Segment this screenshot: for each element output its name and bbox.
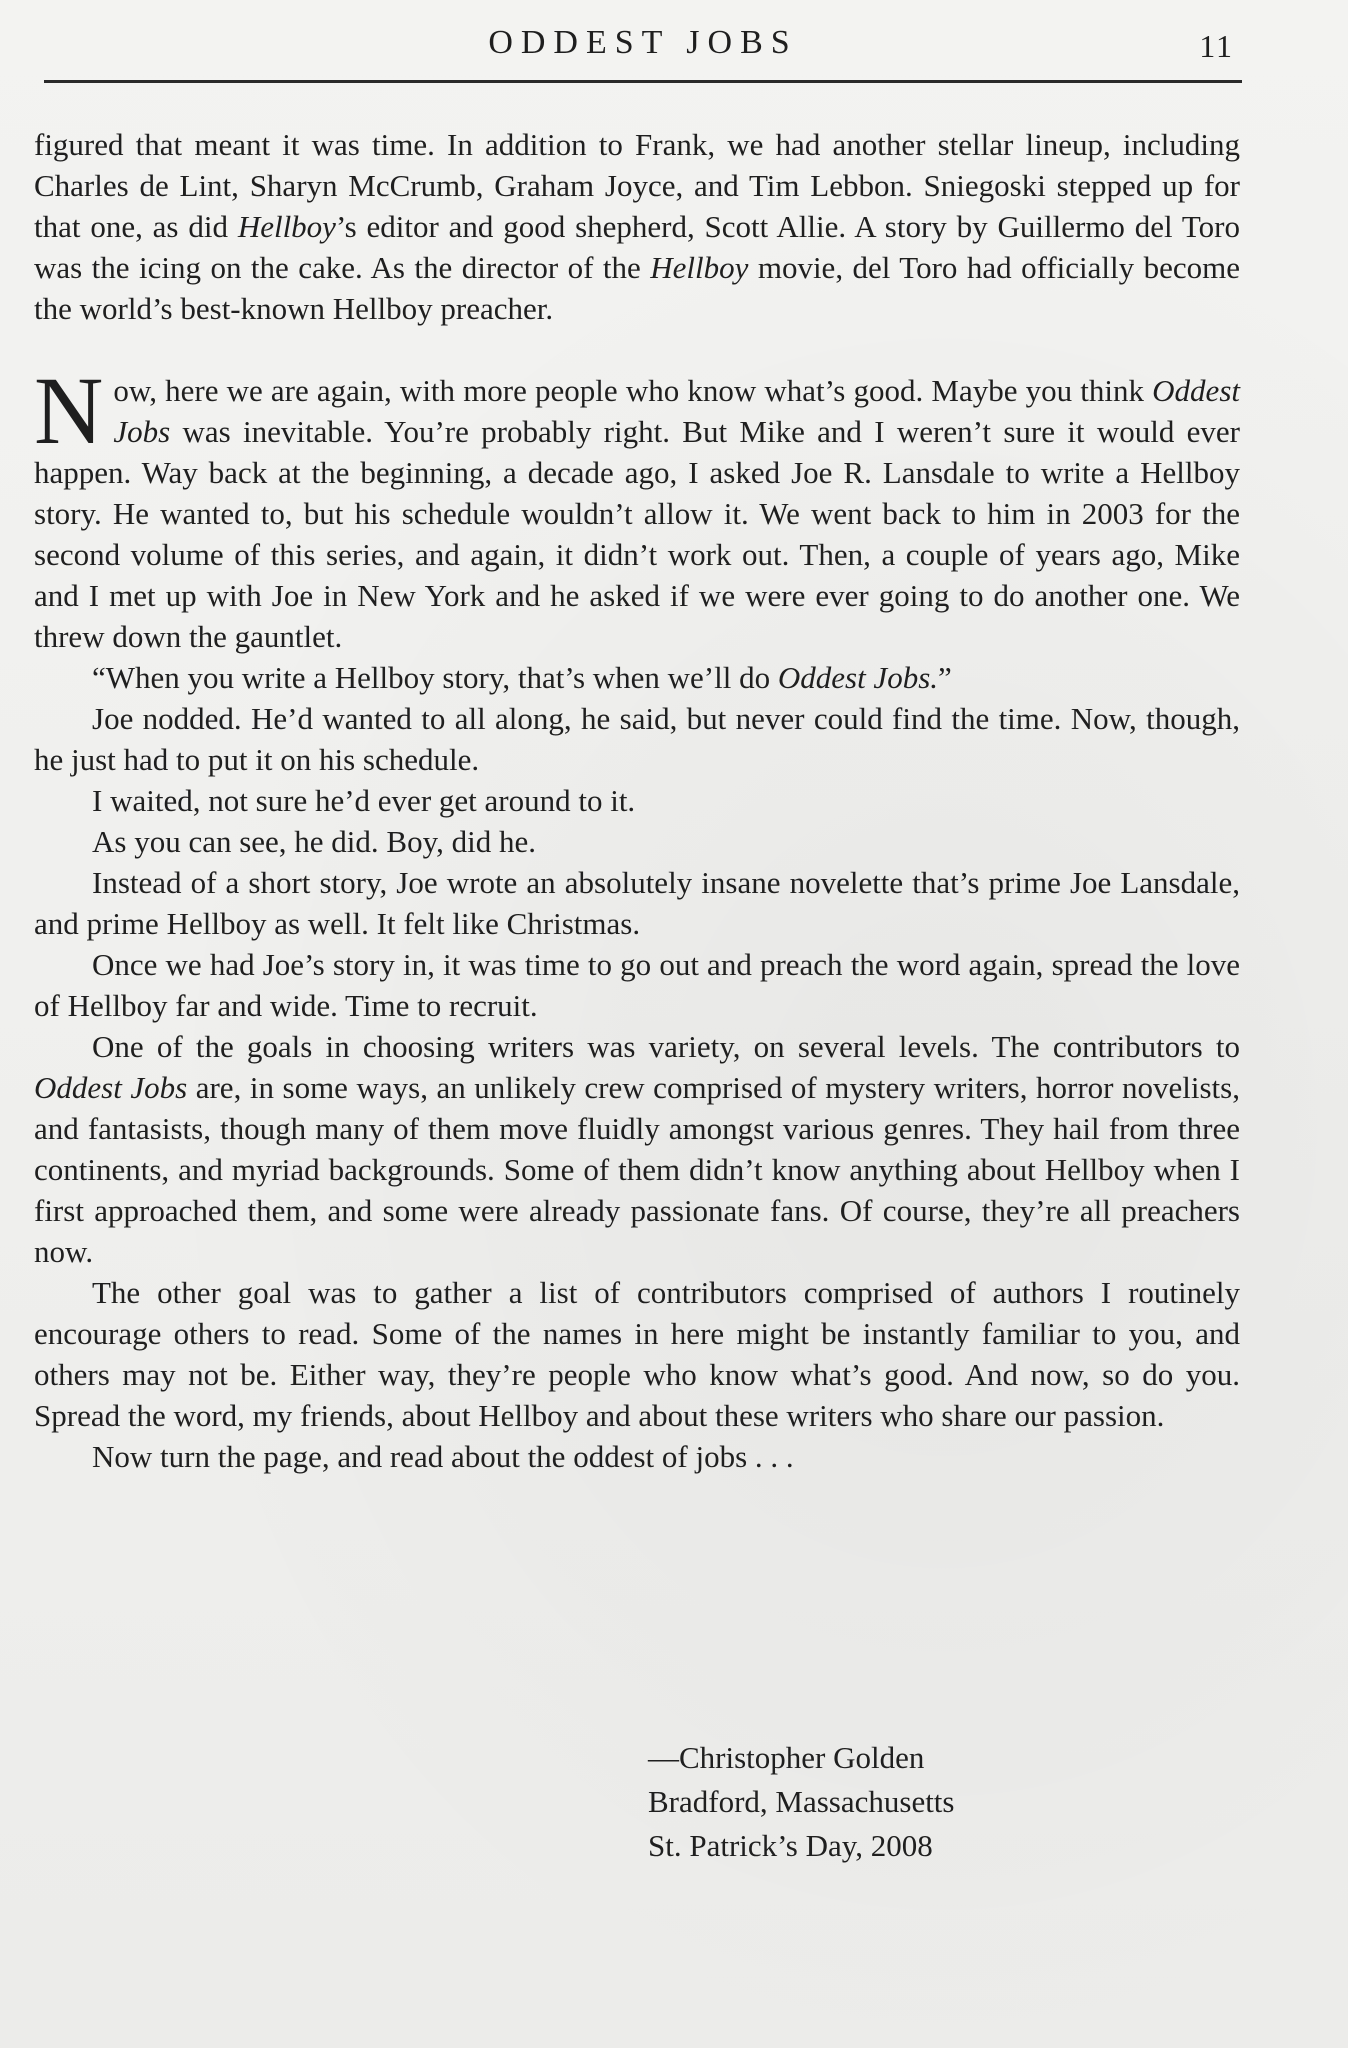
paragraph-2-text-c: was inevitable. You’re probably right. But Mike and I weren’t sure it would ever happen. Way back at the beginning, a decade ago, I asked Joe R. Lansdale to write a Hellboy story. He wanted to, but his schedule wouldn’t allow it. We went back to him in 2003 for the second volume of this series, and again, it didn’t work out. Then, a couple of years ago, Mike and I met up with Joe in New York and he asked if we were ever going to do another one. We threw down the gauntlet. [34,414,1240,654]
drop-cap: N [34,357,104,464]
paragraph-3 [34,657,1240,698]
italic-title-hellboy: Hellboy [650,250,749,285]
paragraph-1-text-e: movie, del Toro had officially become the world’s best-known Hellboy preacher. [34,250,1240,326]
signature-place: Bradford, Massachusetts [648,1784,955,1819]
signature-date: St. Patrick’s Day, 2008 [648,1828,933,1863]
paragraph-6: As you can see, he did. Boy, did he. [92,824,536,859]
paragraph-3-text-a: “When you write a Hellboy story, that’s when we’ll do [92,660,778,695]
running-title: ODDEST JOBS [488,24,798,61]
paragraph-11: Now turn the page, and read about the oddest of jobs . . . [92,1439,794,1474]
paragraph-9 [34,1026,1240,1272]
paragraph-1 [34,124,1240,329]
paragraph-3-text-c: ” [938,660,952,695]
italic-title-hellboy: Hellboy [237,209,336,244]
body-text [34,124,1240,1477]
paragraph-2-text-a: ow, here we are again, with more people who know what’s good. Maybe you think [113,373,1153,408]
running-header [44,14,1242,83]
paragraph-1-text-a: figured that meant it was time. In addition to Frank, we had another stellar lineup, including Charles de Lint, Sharyn McCrumb, Graham Joyce, and Tim Lebbon. Sniegoski stepped up for that one, as did [34,127,1240,244]
paragraph-7: Instead of a short story, Joe wrote an absolutely insane novelette that’s prime Joe Lansdale, and prime Hellboy as well. It felt like Christmas. [34,865,1240,941]
signature-block [648,1736,955,1868]
italic-title-oddest-jobs: Oddest Jobs [113,373,1240,449]
paragraph-5: I waited, not sure he’d ever get around to it. [92,783,636,818]
paragraph-10: The other goal was to gather a list of contributors comprised of authors I routinely encourage others to read. Some of the names in here might be instantly familiar to you, and others may not be. Either way, they’re people who know what’s good. And now, so do you. Spread the word, my friends, about Hellboy and about these writers who share our passion. [34,1275,1240,1433]
paragraph-9-text-c: are, in some ways, an unlikely crew comprised of mystery writers, horror novelists, and fantasists, though many of them move fluidly amongst various genres. They hail from three continents, and myriad backgrounds. Some of them didn’t know anything about Hellboy when I first approached them, and some were already passionate fans. Of course, they’re all preachers now. [34,1070,1240,1269]
signature-name: —Christopher Golden [648,1740,925,1775]
paragraph-2 [34,357,1240,657]
italic-title-oddest-jobs: Oddest Jobs [34,1070,188,1105]
paragraph-9-text-a: One of the goals in choosing writers was variety, on several levels. The contributors to [92,1029,1240,1064]
italic-title-oddest-jobs: Oddest Jobs. [777,660,939,695]
paragraph-1-text-c: ’s editor and good shepherd, Scott Allie. A story by Guillermo del Toro was the icing on the cake. As the director of the [34,209,1240,285]
paragraph-8: Once we had Joe’s story in, it was time to go out and preach the word again, spread the love of Hellboy far and wide. Time to recruit. [34,947,1240,1023]
paragraph-4: Joe nodded. He’d wanted to all along, he said, but never could find the time. Now, though, he just had to put it on his schedule. [34,701,1240,777]
page-number: 11 [1199,28,1234,64]
